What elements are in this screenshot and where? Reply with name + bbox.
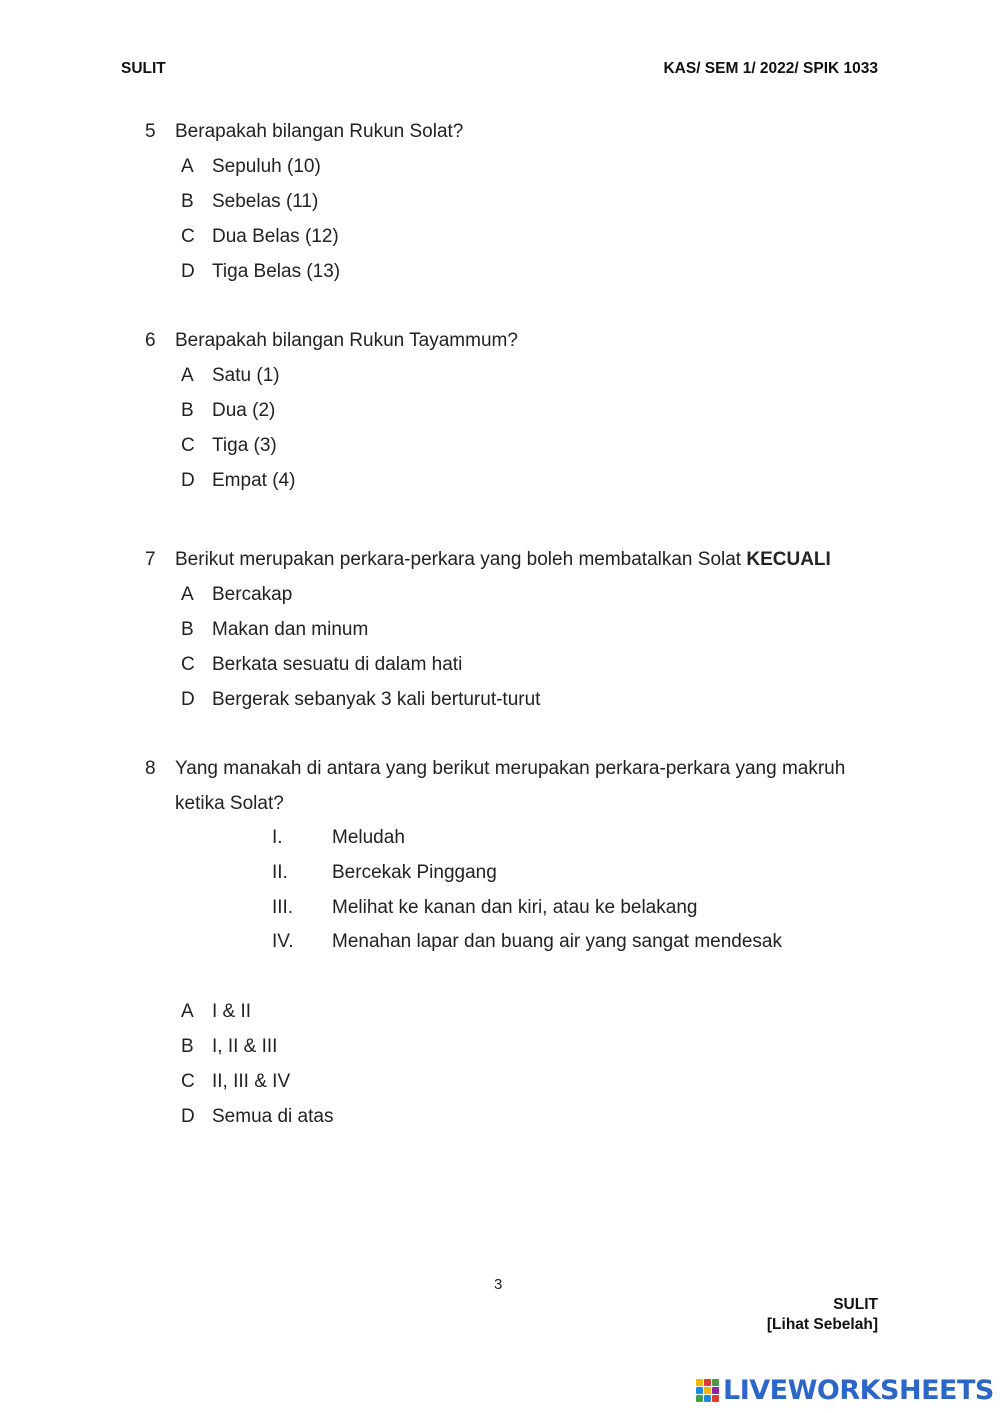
option-letter: D	[181, 261, 195, 282]
option-letter: C	[181, 1071, 195, 1092]
option-letter: C	[181, 226, 195, 247]
option-text: Berkata sesuatu di dalam hati	[212, 654, 463, 675]
option-text: II, III & IV	[212, 1071, 291, 1092]
option-letter: D	[181, 689, 195, 710]
option-text: Dua Belas (12)	[212, 226, 339, 247]
option-text: Tiga (3)	[212, 435, 277, 456]
statement-number: II.	[272, 862, 288, 883]
option-letter: A	[181, 156, 194, 177]
option-letter: B	[181, 1036, 194, 1057]
question-stem	[175, 549, 831, 571]
statement-number: I.	[272, 827, 283, 848]
question-stem-line1: Yang manakah di antara yang berikut merupakan perkara-perkara yang makruh	[175, 758, 846, 779]
page-number: 3	[494, 1276, 503, 1293]
option-letter: B	[181, 619, 194, 640]
option-letter: A	[181, 584, 194, 605]
option-text: Semua di atas	[212, 1106, 334, 1127]
option-text: Sepuluh (10)	[212, 156, 321, 177]
option-letter: D	[181, 470, 195, 491]
question-stem: Berapakah bilangan Rukun Solat?	[175, 121, 464, 142]
option-letter: D	[181, 1106, 195, 1127]
question-stem-text: Berikut merupakan perkara-perkara yang boleh membatalkan Solat	[175, 549, 747, 570]
header-left: SULIT	[121, 60, 166, 77]
option-text: Bergerak sebanyak 3 kali berturut-turut	[212, 689, 541, 710]
logo-grid-icon	[696, 1379, 719, 1402]
option-letter: B	[181, 400, 194, 421]
option-text: I & II	[212, 1001, 252, 1022]
statement-text: Melihat ke kanan dan kiri, atau ke belakang	[332, 897, 698, 918]
liveworksheets-logo	[696, 1375, 994, 1406]
statement-text: Bercekak Pinggang	[332, 862, 497, 883]
option-text: Bercakap	[212, 584, 293, 605]
footer-lihat-sebelah: [Lihat Sebelah]	[766, 1316, 878, 1333]
option-letter: A	[181, 1001, 194, 1022]
option-text: Satu (1)	[212, 365, 280, 386]
statement-text: Meludah	[332, 827, 405, 848]
statement-number: IV.	[272, 931, 294, 952]
option-text: Sebelas (11)	[212, 191, 319, 212]
header-right: KAS/ SEM 1/ 2022/ SPIK 1033	[663, 60, 878, 77]
option-letter: C	[181, 654, 195, 675]
question-stem-emphasis: KECUALI	[746, 549, 831, 570]
logo-text: LIVEWORKSHEETS	[723, 1375, 994, 1406]
question-number: 5	[145, 121, 156, 142]
question-stem: Berapakah bilangan Rukun Tayammum?	[175, 330, 518, 351]
question-number: 6	[145, 330, 156, 351]
option-text: Dua (2)	[212, 400, 276, 421]
footer-sulit: SULIT	[833, 1296, 878, 1313]
option-letter: B	[181, 191, 194, 212]
option-letter: A	[181, 365, 194, 386]
option-text: Makan dan minum	[212, 619, 369, 640]
statement-text: Menahan lapar dan buang air yang sangat mendesak	[332, 931, 782, 952]
statement-number: III.	[272, 897, 294, 918]
question-stem-line2: ketika Solat?	[175, 793, 284, 814]
option-letter: C	[181, 435, 195, 456]
question-number: 7	[145, 549, 156, 570]
option-text: I, II & III	[212, 1036, 278, 1057]
option-text: Tiga Belas (13)	[212, 261, 341, 282]
option-text: Empat (4)	[212, 470, 296, 491]
question-number: 8	[145, 758, 156, 779]
